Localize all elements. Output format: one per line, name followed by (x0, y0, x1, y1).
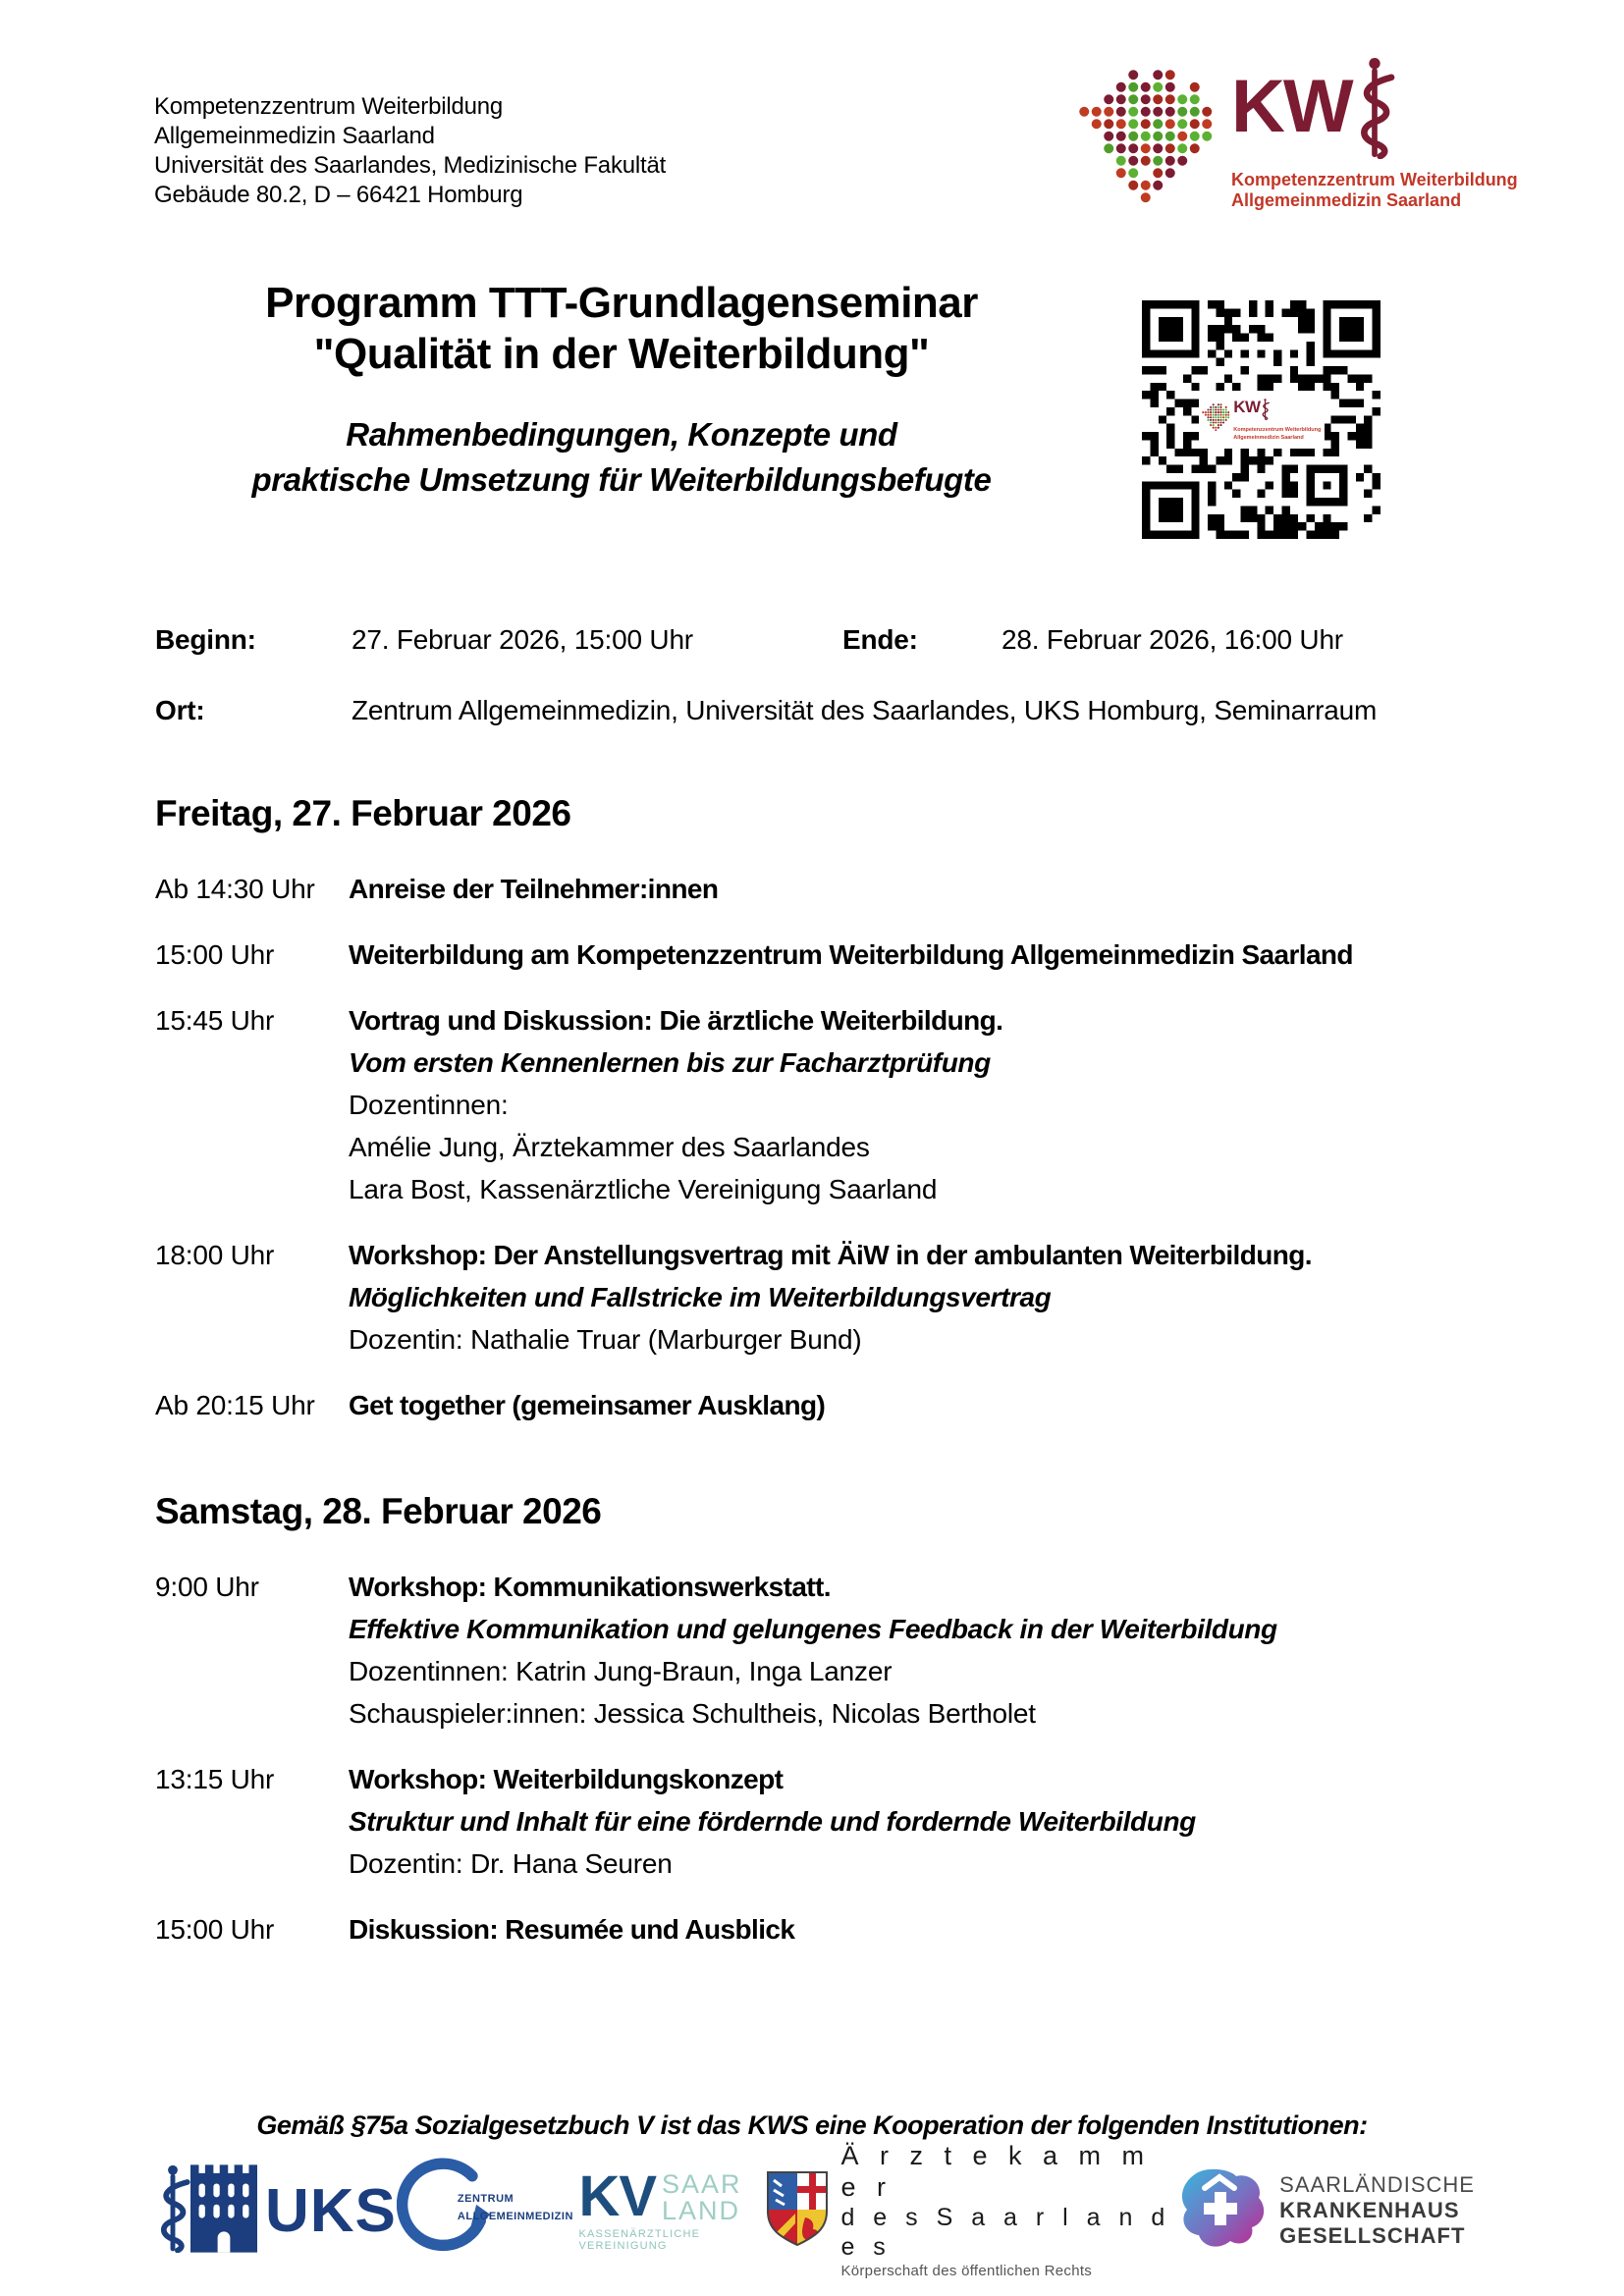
schedule-item (155, 999, 1530, 1210)
kws-wordmark (1231, 65, 1518, 164)
schedule-item (155, 1566, 1530, 1735)
asclepius-staff-icon (1261, 399, 1270, 425)
title-line-2: "Qualität in der Weiterbildung" (313, 330, 930, 378)
schedule-line: Dozentin: Nathalie Truar (Marburger Bund) (349, 1324, 862, 1355)
sender-line: Gebäude 80.2, D – 66421 Homburg (154, 182, 523, 208)
ort-label: Ort: (155, 695, 205, 725)
cooperation-note: Gemäß §75a Sozialgesetzbuch V ist das KWS eine Kooperation der folgenden Institutionen: (256, 2110, 1368, 2140)
schedule-line: Weiterbildung am Kompetenzzentrum Weiterbildung Allgemeinmedizin Saarland (349, 939, 1353, 970)
schedule-item (155, 868, 1530, 910)
schedule-line: Struktur und Inhalt für eine fördernde und fordernde Weiterbildung (349, 1806, 1196, 1837)
asclepius-staff-icon (155, 2164, 190, 2258)
begin-value: 27. Februar 2026, 15:00 Uhr (352, 624, 693, 655)
page-title (155, 278, 1088, 380)
schedule-time: Ab 14:30 Uhr (155, 874, 315, 904)
kws-tagline-line: Allgemeinmedizin Saarland (1233, 435, 1304, 441)
schedule-description (349, 1384, 1530, 1426)
aek-text (840, 2140, 1175, 2281)
title-line-1: Programm TTT-Grundlagenseminar (265, 279, 978, 327)
zam-line: ZENTRUM (457, 2193, 514, 2205)
schedule-time: 15:45 Uhr (155, 1005, 275, 1036)
end-value: 28. Februar 2026, 16:00 Uhr (1001, 624, 1343, 655)
zentrum-allgemeinmedizin-logo (397, 2160, 579, 2262)
kws-logo (1078, 65, 1518, 211)
uks-logo (155, 2164, 397, 2258)
kws-acronym: KW (1233, 397, 1261, 416)
kws-logo-text (1231, 65, 1518, 211)
schedule-time: 9:00 Uhr (155, 1572, 259, 1602)
zam-text (458, 2189, 579, 2224)
qr-code (1142, 300, 1380, 539)
schedule-time: 15:00 Uhr (155, 939, 275, 970)
schedule-line: Vom ersten Kennenlernen bis zur Facharztprüfung (349, 1047, 991, 1078)
schedule-line: Vortrag und Diskussion: Die ärztliche Weiterbildung. (349, 1005, 1003, 1036)
sender-address (154, 92, 666, 210)
schedule-line: Möglichkeiten und Fallstricke im Weiterbildungsvertrag (349, 1282, 1052, 1312)
schedule-line: Schauspieler:innen: Jessica Schultheis, Nicolas Bertholet (349, 1698, 1036, 1729)
schedule-line: Lara Bost, Kassenärztliche Vereinigung Saarland (349, 1174, 938, 1204)
schedule-line: Amélie Jung, Ärztekammer des Saarlandes (349, 1132, 870, 1162)
begin-label: Beginn: (155, 624, 256, 655)
partner-logos (155, 2141, 1475, 2279)
kv-saarland-text (662, 2171, 742, 2224)
kv-land: LAND (662, 2196, 741, 2225)
schedule-time: 15:00 Uhr (155, 1914, 275, 1945)
asclepius-staff-icon (1354, 57, 1395, 164)
sender-line: Allgemeinmedizin Saarland (154, 123, 435, 149)
schedule-line: Workshop: Weiterbildungskonzept (349, 1764, 784, 1794)
end-label: Ende: (842, 624, 918, 655)
subtitle-line-2: praktische Umsetzung für Weiterbildungsbefugte (251, 461, 992, 498)
kv-wordmark (578, 2164, 742, 2228)
schedule-day (155, 1489, 1530, 1950)
schedule-line: Workshop: Der Anstellungsvertrag mit ÄiW in der ambulanten Weiterbildung. (349, 1240, 1312, 1270)
meta-row-begin-end (155, 624, 1520, 656)
saarland-coat-of-arms-icon (766, 2170, 829, 2252)
kv-acronym: KV (578, 2164, 657, 2228)
university-building-icon (190, 2164, 257, 2258)
uks-wordmark: UKS (265, 2176, 397, 2245)
kws-acronym: KW (1231, 65, 1352, 148)
saarland-map-cross-icon (1175, 2163, 1270, 2259)
schedule-item (155, 1908, 1530, 1950)
schedule-line: Anreise der Teilnehmer:innen (349, 874, 719, 904)
schedule-line: Effektive Kommunikation und gelungenes Feedback in der Weiterbildung (349, 1614, 1277, 1644)
qr-mini-logo-text (1233, 399, 1321, 442)
kws-tagline (1231, 170, 1518, 211)
schedule-line: Dozentin: Dr. Hana Seuren (349, 1848, 673, 1879)
day-heading: Freitag, 27. Februar 2026 (155, 793, 571, 833)
schedule-time: 18:00 Uhr (155, 1240, 275, 1270)
saarland-dots-icon (1078, 69, 1216, 206)
schedule-item (155, 1758, 1530, 1885)
aerztekammer-logo (766, 2140, 1175, 2281)
schedule (155, 791, 1530, 1974)
sender-line: Universität des Saarlandes, Medizinische Fakultät (154, 152, 667, 179)
skg-text (1279, 2172, 1475, 2249)
schedule-description (349, 1908, 1530, 1950)
schedule-time: 13:15 Uhr (155, 1764, 275, 1794)
aek-line: Ä r z t e k a m m e r (840, 2141, 1151, 2202)
schedule-description (349, 1234, 1530, 1361)
schedule-day (155, 791, 1530, 1426)
qr-mini-wordmark (1233, 399, 1321, 425)
meta-row-ort (155, 695, 1520, 726)
schedule-line: Dozentinnen: Katrin Jung-Braun, Inga Lanzer (349, 1656, 893, 1686)
skg-line: SAARLÄNDISCHE (1279, 2172, 1475, 2197)
skg-line: KRANKENHAUS (1279, 2198, 1460, 2222)
schedule-description (349, 1566, 1530, 1735)
kv-saar: SAAR (662, 2169, 742, 2199)
qr-center-logo (1199, 392, 1325, 449)
kv-subtitle: KASSENÄRZTLICHE VEREINIGUNG (578, 2228, 701, 2252)
schedule-line: Workshop: Kommunikationswerkstatt. (349, 1572, 831, 1602)
krankenhausgesellschaft-logo (1175, 2163, 1475, 2259)
schedule-line: Diskussion: Resumée und Ausblick (349, 1914, 795, 1945)
skg-line: GESELLSCHAFT (1279, 2223, 1466, 2248)
day-heading: Samstag, 28. Februar 2026 (155, 1491, 602, 1531)
schedule-item (155, 1384, 1530, 1426)
schedule-description (349, 1758, 1530, 1885)
sender-line: Kompetenzzentrum Weiterbildung (154, 93, 504, 120)
ort-value: Zentrum Allgemeinmedizin, Universität des Saarlandes, UKS Homburg, Seminarraum (352, 695, 1378, 725)
schedule-item (155, 1234, 1530, 1361)
kws-tagline-line: Kompetenzzentrum Weiterbildung (1231, 170, 1518, 189)
schedule-time: Ab 20:15 Uhr (155, 1390, 315, 1420)
schedule-description (349, 868, 1530, 910)
schedule-item (155, 934, 1530, 976)
schedule-line: Dozentinnen: (349, 1090, 509, 1120)
aek-line: Körperschaft des öffentlichen Rechts (840, 2263, 1093, 2279)
zam-line: ALLGEMEINMEDIZIN (457, 2211, 573, 2222)
kws-tagline-line: Kompetenzzentrum Weiterbildung (1233, 426, 1322, 433)
schedule-description (349, 934, 1530, 976)
saarland-dots-icon (1202, 403, 1230, 437)
event-meta (155, 624, 1520, 726)
kws-tagline-line: Allgemeinmedizin Saarland (1231, 190, 1462, 210)
schedule-line: Get together (gemeinsamer Ausklang) (349, 1390, 826, 1420)
subtitle-line-1: Rahmenbedingungen, Konzepte und (346, 416, 897, 453)
kv-saarland-logo (578, 2164, 766, 2252)
schedule-description (349, 999, 1530, 1210)
page-subtitle (155, 412, 1088, 503)
aek-line: d e s S a a r l a n d e s (840, 2204, 1171, 2261)
